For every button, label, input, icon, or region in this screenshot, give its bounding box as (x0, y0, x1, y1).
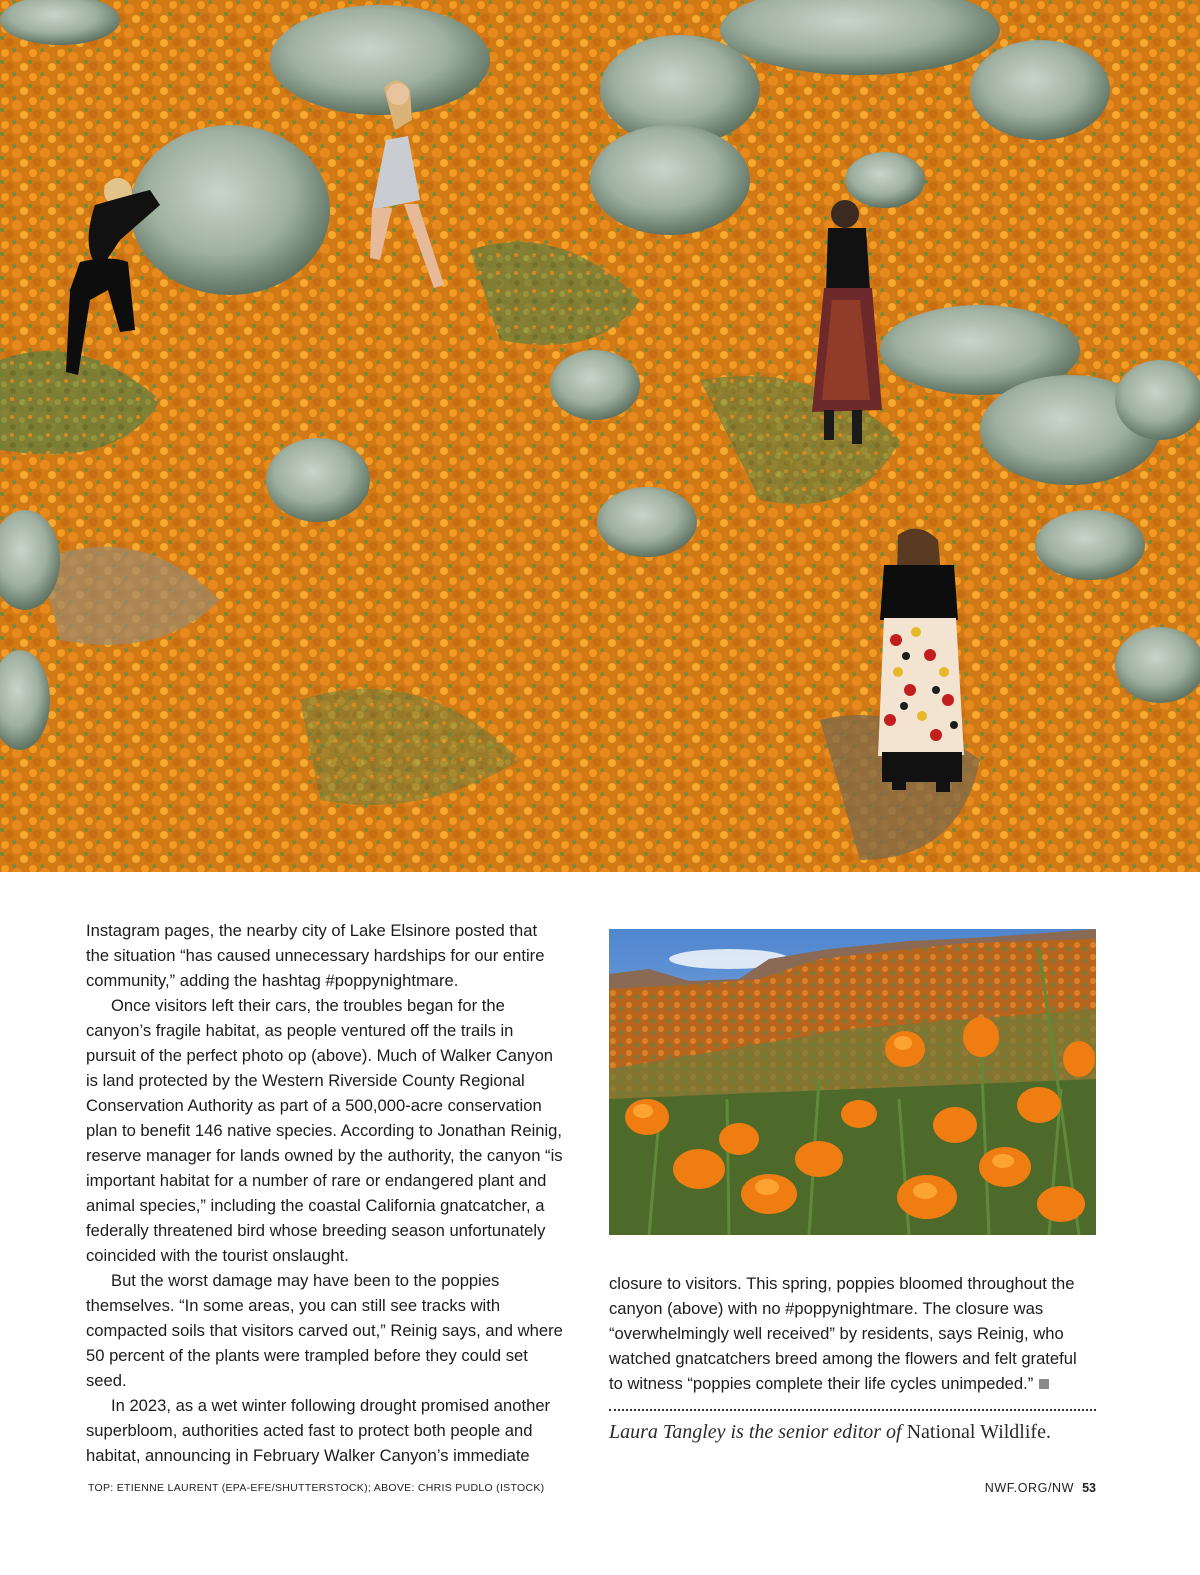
paragraph: Once visitors left their cars, the troubles began for the canyon’s fragile habitat, as people ventured off the trails in pursuit of the perfect photo op (above). Much of Walker Canyon is land protected by the Western Riverside County Regional Conservation Authority as part of a 500,000-acre conservation plan to benefit 146 native species. According to Jonathan Reinig, reserve manager for lands owned by the authority, the canyon “is important habitat for a number of rare or endangered plant and animal species,” including the coastal California gnatcatcher, a federally threatened bird whose breeding season unfortunately coincided with the tourist onslaught. (86, 996, 563, 1265)
bio-italic-text: Laura Tangley is the senior editor of (609, 1421, 907, 1443)
bio-publication-name: National Wildlife. (906, 1421, 1051, 1443)
paragraph: Instagram pages, the nearby city of Lake Elsinore posted that the situation “has caused unnecessary hardships for our entire community,” adding the hashtag #poppynightmare. (86, 921, 545, 990)
right-text-column (609, 1271, 1095, 1396)
woman-floral-dress-figure (878, 529, 964, 792)
left-text-column (86, 918, 564, 1468)
page-number: 53 (1082, 1481, 1096, 1495)
paragraph (609, 1271, 1095, 1396)
author-bio (609, 1418, 1109, 1446)
photo-credits: TOP: ETIENNE LAURENT (EPA-EFE/SHUTTERSTOCK); ABOVE: CHRIS PUDLO (ISTOCK) (88, 1482, 545, 1494)
folio (985, 1481, 1096, 1495)
paragraph: In 2023, as a wet winter following drought promised another superbloom, authorities acted fast to protect both people and habitat, announcing in February Walker Canyon’s immediate (86, 1396, 551, 1465)
end-mark-icon (1039, 1379, 1049, 1389)
poppy-hillside-photo-icon (609, 929, 1096, 1235)
site-url: NWF.ORG/NW (984, 1481, 1075, 1495)
paragraph-text: closure to visitors. This spring, poppies bloomed throughout the canyon (above) with no #poppynightmare. The closure was “overwhelmingly well received” by residents, says Reinig, who watched gnatcatchers breed among the flowers and felt grateful to witness “poppies complete their life cycles unimpeded.” (609, 1274, 1077, 1393)
divider (609, 1409, 1096, 1411)
paragraph: But the worst damage may have been to the poppies themselves. “In some areas, you can still see tracks with compacted soils that visitors carved out,” Reinig says, and where 50 percent of the plants were trampled before they could set seed. (86, 1271, 563, 1390)
inset-photo (609, 929, 1096, 1235)
